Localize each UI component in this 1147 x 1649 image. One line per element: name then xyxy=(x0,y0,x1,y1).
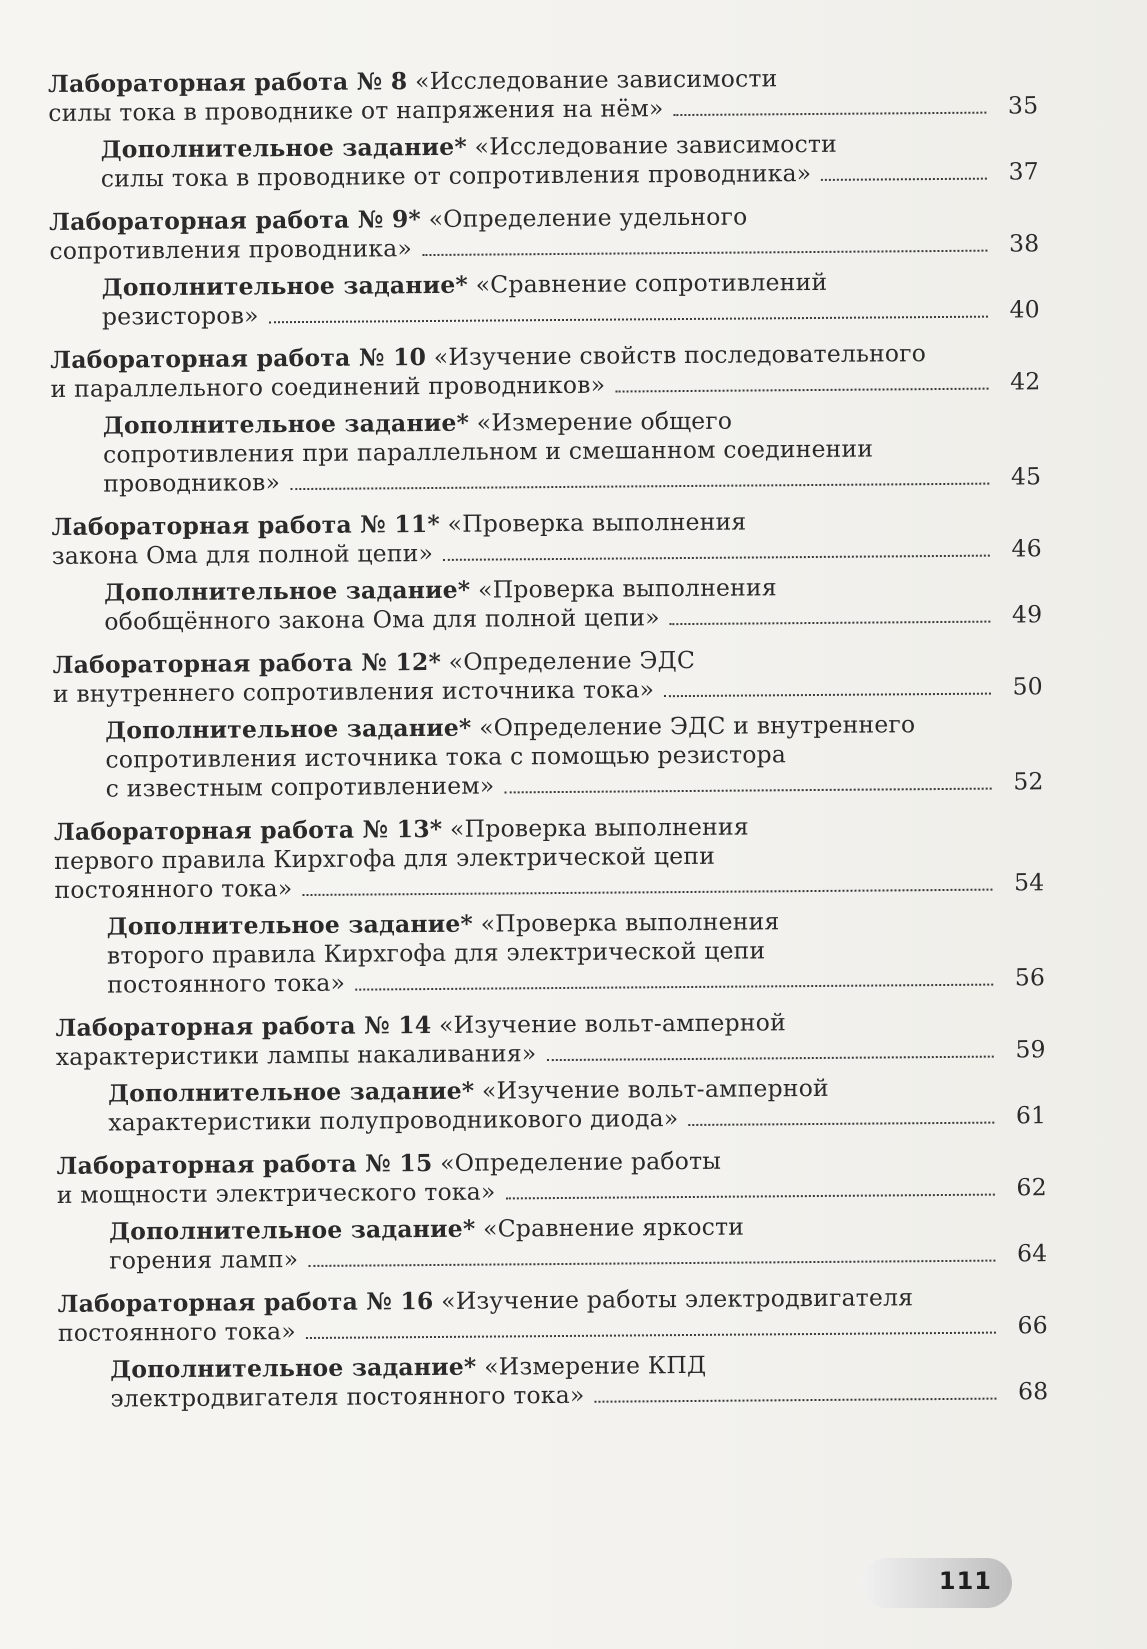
entry-page-number: 35 xyxy=(1007,91,1039,120)
toc-entry-extra xyxy=(105,709,1044,803)
entry-page-number: 68 xyxy=(1017,1377,1049,1406)
entry-last-line xyxy=(102,295,1040,331)
toc-entry-lab xyxy=(53,643,1043,709)
dot-leader xyxy=(302,889,992,896)
entry-text: первого правила Кирхгофа для электрической цепи xyxy=(54,841,716,875)
entry-last-line xyxy=(106,767,1044,803)
entry-title: Дополнительное задание* xyxy=(106,909,474,941)
dot-leader xyxy=(308,1260,995,1267)
entry-text: с известным сопротивлением» xyxy=(105,771,495,803)
entry-title: Лабораторная работа № 10 xyxy=(50,343,427,374)
toc-entry-extra xyxy=(107,905,1046,999)
toc-entry-lab xyxy=(49,200,1039,266)
entry-page-number: 52 xyxy=(1013,767,1044,796)
entry-title: Лабораторная работа № 13* xyxy=(53,814,443,846)
entry-text: характеристики полупроводникового диода» xyxy=(108,1104,679,1137)
entry-text: «Сравнение сопротивлений xyxy=(475,267,828,299)
entry-title: Дополнительное задание* xyxy=(101,270,469,302)
entry-title: Дополнительное задание* xyxy=(100,132,468,164)
entry-page-number: 64 xyxy=(1016,1239,1048,1268)
entry-text: и мощности электрического тока» xyxy=(56,1177,496,1209)
entry-text: «Исследование зависимости xyxy=(414,64,778,96)
entry-last-line xyxy=(110,1377,1048,1413)
dot-leader xyxy=(443,555,990,561)
entry-title: Дополнительное задание* xyxy=(105,713,472,745)
entry-title: Лабораторная работа № 14 xyxy=(55,1011,432,1042)
entry-text: горения ламп» xyxy=(109,1245,299,1275)
entry-text: силы тока в проводнике от сопротивления проводника» xyxy=(100,159,812,193)
toc-entry-lab xyxy=(51,505,1041,571)
entry-page-number: 59 xyxy=(1015,1035,1046,1064)
entry-text: «Исследование зависимости xyxy=(474,129,838,161)
entry-text: «Сравнение яркости xyxy=(482,1212,745,1243)
entry-last-line xyxy=(103,462,1041,498)
entry-page-number: 42 xyxy=(1010,367,1041,396)
entry-page-number: 37 xyxy=(1008,157,1039,186)
entry-text: и внутреннего сопротивления источника тока» xyxy=(52,675,655,708)
entry-text: характеристики лампы накаливания» xyxy=(55,1039,537,1071)
toc-entry-extra xyxy=(108,1072,1046,1137)
entry-title: Лабораторная работа № 9* xyxy=(49,205,422,236)
entry-text: «Изучение свойств последовательного xyxy=(433,339,927,371)
toc-entry-extra xyxy=(110,1348,1048,1413)
entry-page-number: 38 xyxy=(1008,229,1040,258)
entry-page-number: 50 xyxy=(1012,672,1043,701)
entry-text: второго правила Кирхгофа для электрической цепи xyxy=(106,936,766,970)
entry-text: постоянного тока» xyxy=(57,1317,297,1347)
dot-leader xyxy=(290,483,989,490)
toc-entry-extra xyxy=(102,266,1040,331)
dot-leader xyxy=(664,693,991,698)
entry-title: Дополнительное задание* xyxy=(107,1076,475,1108)
entry-last-line xyxy=(101,157,1039,193)
entry-last-line xyxy=(107,963,1045,999)
dot-leader xyxy=(306,1332,996,1339)
page-number-badge xyxy=(862,1558,1012,1608)
entry-title: Лабораторная работа № 8 xyxy=(48,67,408,98)
entry-text: обобщённого закона Ома для полной цепи» xyxy=(104,603,660,636)
entry-text: закона Ома для полной цепи» xyxy=(51,538,434,570)
entry-page-number: 62 xyxy=(1016,1173,1047,1202)
entry-text: постоянного тока» xyxy=(107,968,346,999)
entry-page-number: 54 xyxy=(1013,868,1045,897)
entry-title: Дополнительное задание* xyxy=(103,575,471,607)
entry-page-number: 66 xyxy=(1017,1311,1048,1340)
entry-page-number: 40 xyxy=(1009,295,1041,324)
toc-entry-extra xyxy=(104,571,1042,636)
entry-text: «Изучение вольт-амперной xyxy=(481,1073,829,1105)
entry-page-number: 46 xyxy=(1011,534,1042,563)
dot-leader xyxy=(269,316,988,324)
entry-text: сопротивления проводника» xyxy=(49,234,413,265)
toc-entry-lab xyxy=(58,1282,1048,1348)
entry-text: «Измерение общего xyxy=(476,406,733,437)
entry-text: «Изучение работы электродвигателя xyxy=(441,1283,914,1315)
entry-page-number: 45 xyxy=(1010,462,1042,491)
entry-text: электродвигателя постоянного тока» xyxy=(110,1380,585,1413)
entry-last-line xyxy=(109,1239,1047,1275)
dot-leader xyxy=(674,112,987,116)
entry-text: силы тока в проводнике от напряжения на нём» xyxy=(48,94,664,127)
entry-title: Дополнительное задание* xyxy=(102,408,470,440)
dot-leader xyxy=(506,1194,995,1200)
entry-text: «Проверка выполнения xyxy=(449,812,749,843)
entry-title: Дополнительное задание* xyxy=(110,1352,477,1384)
dot-leader xyxy=(546,1056,993,1062)
table-of-contents xyxy=(48,62,1049,1422)
entry-title: Лабораторная работа № 16 xyxy=(57,1287,434,1318)
entry-title: Дополнительное задание* xyxy=(109,1214,476,1246)
entry-text: постоянного тока» xyxy=(54,874,293,904)
entry-text: «Проверка выполнения xyxy=(447,507,747,538)
toc-entry-lab xyxy=(48,62,1038,128)
entry-last-line xyxy=(104,600,1042,636)
toc-entry-lab xyxy=(54,810,1045,905)
entry-title: Лабораторная работа № 15 xyxy=(56,1149,433,1180)
toc-entry-extra xyxy=(101,128,1039,193)
entry-text: «Проверка выполнения xyxy=(480,907,780,938)
toc-entry-extra xyxy=(103,404,1042,498)
entry-text: «Определение ЭДС и внутреннего xyxy=(479,710,916,742)
entry-text: сопротивления источника тока с помощью резистора xyxy=(105,740,787,774)
toc-entry-lab xyxy=(56,1144,1046,1210)
entry-page-number: 61 xyxy=(1015,1101,1047,1130)
dot-leader xyxy=(688,1122,994,1126)
entry-text: «Проверка выполнения xyxy=(477,573,777,604)
page-number: 111 xyxy=(938,1567,992,1595)
dot-leader xyxy=(615,388,988,393)
dot-leader xyxy=(422,250,987,256)
entry-title: Лабораторная работа № 11* xyxy=(51,509,441,541)
dot-leader xyxy=(504,788,991,794)
toc-entry-lab xyxy=(55,1006,1045,1072)
entry-text: «Измерение КПД xyxy=(484,1350,707,1381)
toc-entry-lab xyxy=(50,338,1040,404)
toc-entry-extra xyxy=(109,1210,1047,1275)
entry-text: и параллельного соединений проводников» xyxy=(50,370,606,403)
entry-title: Лабораторная работа № 12* xyxy=(52,647,442,679)
entry-text: «Определение удельного xyxy=(428,202,748,234)
entry-text: сопротивления при параллельном и смешанном соединении xyxy=(102,434,874,469)
entry-page-number: 56 xyxy=(1014,963,1046,992)
dot-leader xyxy=(595,1398,997,1403)
dot-leader xyxy=(355,984,993,991)
entry-page-number: 49 xyxy=(1011,600,1043,629)
entry-text: резисторов» xyxy=(101,301,259,331)
entry-last-line xyxy=(108,1101,1046,1137)
entry-text: проводников» xyxy=(103,468,281,498)
entry-text: «Определение ЭДС xyxy=(448,645,696,676)
entry-text: «Изучение вольт-амперной xyxy=(438,1008,787,1039)
entry-text: «Определение работы xyxy=(440,1146,722,1177)
dot-leader xyxy=(821,178,987,181)
dot-leader xyxy=(670,621,991,626)
